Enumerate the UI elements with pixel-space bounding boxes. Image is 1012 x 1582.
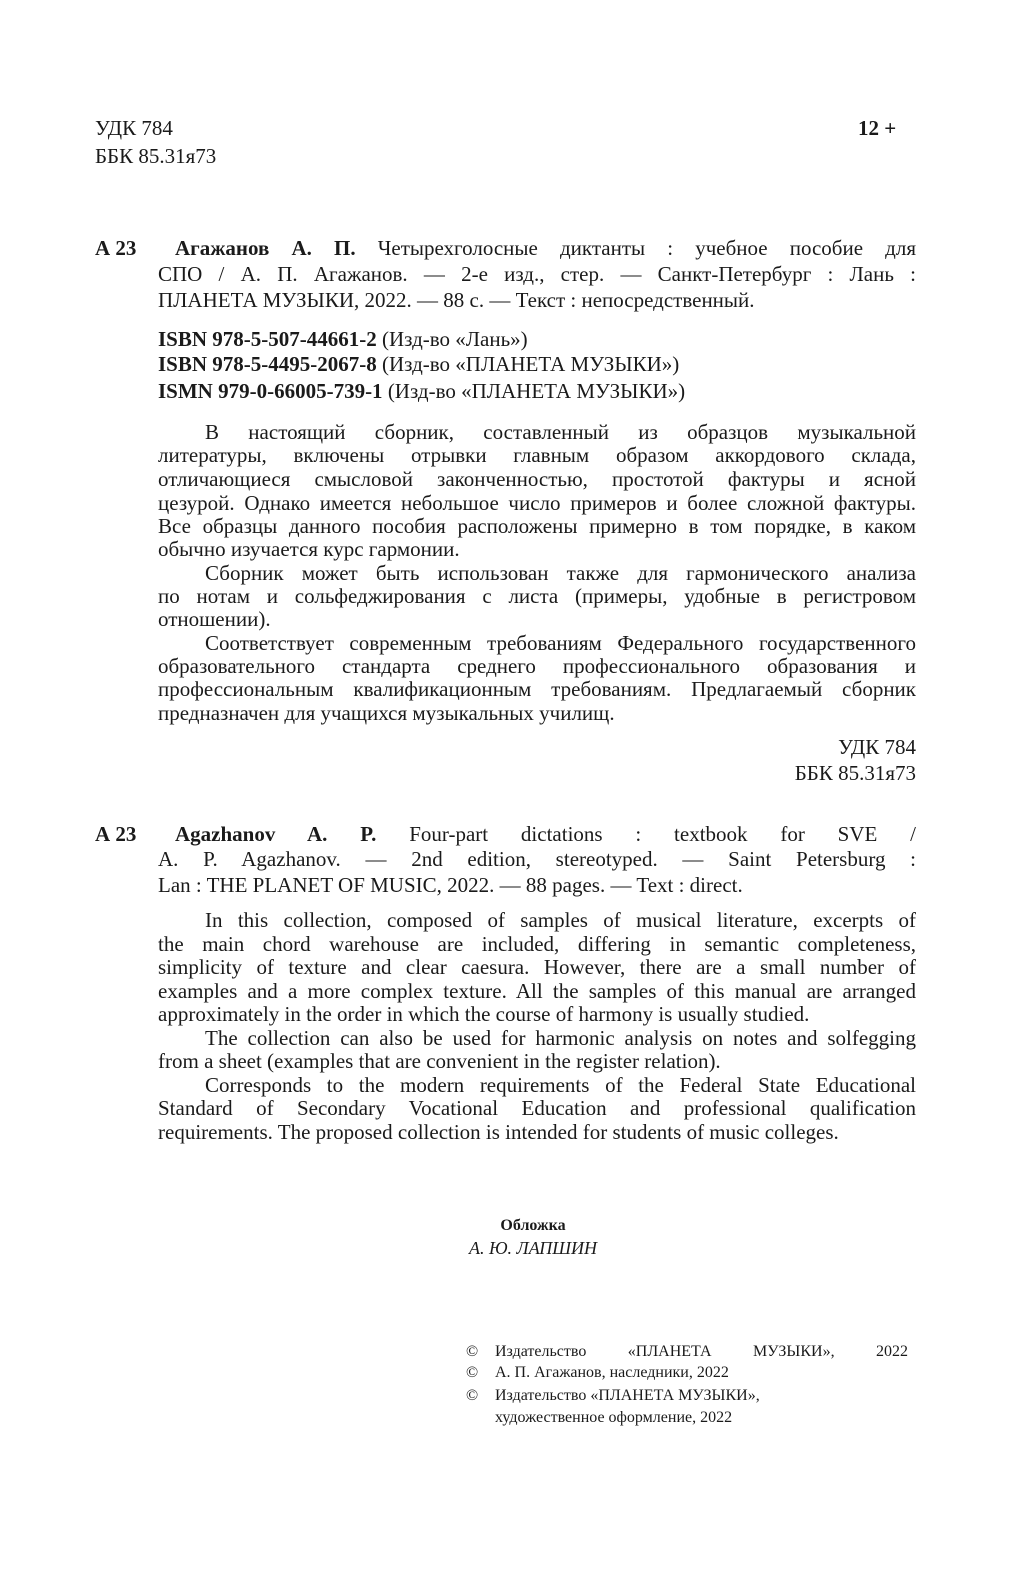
ru-isbn-line — [158, 327, 528, 351]
en-biblio-line-bold: Agazhanov A. P. — [175, 822, 377, 846]
ru-abstract-line: предназначен для учащихся музыкальных училищ. — [158, 701, 615, 725]
en-abstract-line: simplicity of texture and clear caesura. However, there are a small number of — [158, 955, 916, 979]
en-author-code: А 23 — [95, 822, 137, 846]
en-abstract-line: Standard of Secondary Vocational Education and professional qualification — [158, 1096, 916, 1120]
en-abstract-line: examples and a more complex texture. All the samples of this manual are arranged — [158, 979, 916, 1003]
ru-isbn-line-bold: ISBN 978-5-4495-2067-8 — [158, 352, 377, 376]
age-rating: 12 + — [858, 116, 897, 140]
ru-biblio-line-text: Четырехголосные диктанты : учебное пособие для — [355, 236, 916, 260]
ru-abstract-line: образовательного стандарта среднего профессионального образования и — [158, 654, 916, 678]
en-biblio-line-text: Four-part dictations : textbook for SVE / — [376, 822, 916, 846]
en-biblio-line-text: Lan : THE PLANET OF MUSIC, 2022. — 88 pages. — Text : direct. — [158, 873, 743, 897]
ru-abstract-line: цезурой. Однако имеется небольшое число примеров и более сложной фактуры. — [158, 491, 916, 515]
ru-isbn-line-text: (Изд-во «ПЛАНЕТА МУЗЫКИ») — [376, 352, 680, 376]
bbk-top: ББК 85.31я73 — [95, 144, 217, 168]
ru-abstract-line: Сборник может быть использован также для гармонического анализа — [205, 561, 916, 585]
ru-biblio-line-bold: Агажанов А. П. — [175, 236, 356, 260]
ru-isbn-line — [158, 379, 685, 403]
ru-biblio-line — [175, 236, 916, 260]
ru-abstract-line: отношении). — [158, 607, 271, 631]
en-abstract-line: Corresponds to the modern requirements of the Federal State Educational — [205, 1073, 916, 1097]
en-abstract-line: approximately in the order in which the course of harmony is usually studied. — [158, 1002, 810, 1026]
copyright-icon: © — [466, 1364, 479, 1381]
ru-biblio-line-text: ПЛАНЕТА МУЗЫКИ, 2022. — 88 с. — Текст : непосредственный. — [158, 288, 755, 312]
ru-abstract-line: В настоящий сборник, составленный из образцов музыкальной — [205, 420, 916, 444]
cover-artist: А. Ю. ЛАПШИН — [468, 1238, 598, 1258]
ru-abstract-line: профессиональным квалификационным требованиям. Предлагаемый сборник — [158, 677, 916, 701]
ru-isbn-line — [158, 352, 679, 376]
ru-biblio-line-text: СПО / А. П. Агажанов. — 2-е изд., стер. — Санкт-Петербург : Лань : — [158, 262, 916, 286]
ru-isbn-line-text: (Изд-во «Лань») — [376, 327, 528, 351]
ru-biblio-line — [158, 262, 916, 286]
ru-abstract-line: обычно изучается курс гармонии. — [158, 537, 460, 561]
ru-udk-bottom: УДК 784 — [838, 735, 916, 759]
en-abstract-line: In this collection, composed of samples of musical literature, excerpts of — [205, 908, 916, 932]
en-abstract-line: requirements. The proposed collection is intended for students of music colleges. — [158, 1120, 839, 1144]
ru-author-code: А 23 — [95, 236, 137, 260]
ru-abstract-line: литературы, включены отрывки главным образом аккордового склада, — [158, 443, 916, 467]
en-biblio-line — [158, 847, 916, 871]
copyright-icon: © — [466, 1343, 479, 1360]
en-biblio-line-text: A. P. Agazhanov. — 2nd edition, stereotyped. — Saint Petersburg : — [158, 847, 916, 871]
en-biblio-line — [175, 822, 916, 846]
ru-isbn-line-text: (Изд-во «ПЛАНЕТА МУЗЫКИ») — [382, 379, 686, 403]
copyright-line: Издательство «ПЛАНЕТА МУЗЫКИ», — [495, 1387, 760, 1404]
ru-isbn-line-bold: ISMN 979-0-66005-739-1 — [158, 379, 383, 403]
copyright-line: художественное оформление, 2022 — [495, 1409, 733, 1426]
ru-isbn-line-bold: ISBN 978-5-507-44661-2 — [158, 327, 377, 351]
en-abstract-line: from a sheet (examples that are convenient in the register relation). — [158, 1049, 721, 1073]
ru-abstract-line: Соответствует современным требованиям Федерального государственного — [205, 631, 916, 655]
ru-biblio-line — [158, 288, 916, 312]
en-abstract-line: the main chord warehouse are included, differing in semantic completeness, — [158, 932, 916, 956]
ru-abstract-line: по нотам и сольфеджирования с листа (примеры, удобные в регистровом — [158, 584, 916, 608]
cover-label: Обложка — [500, 1217, 566, 1234]
ru-abstract-line: отличающиеся смысловой законченностью, простотой фактуры и ясной — [158, 467, 916, 491]
copyright-line: Издательство «ПЛАНЕТА МУЗЫКИ», 2022 — [495, 1343, 908, 1360]
copyright-line: А. П. Агажанов, наследники, 2022 — [495, 1364, 729, 1381]
en-biblio-line — [158, 873, 916, 897]
en-abstract-line: The collection can also be used for harmonic analysis on notes and solfegging — [205, 1026, 916, 1050]
udk-top: УДК 784 — [95, 116, 173, 140]
ru-abstract-line: Все образцы данного пособия расположены примерно в том порядке, в каком — [158, 514, 916, 538]
copyright-icon: © — [466, 1387, 479, 1404]
ru-bbk-bottom: ББК 85.31я73 — [794, 761, 916, 785]
